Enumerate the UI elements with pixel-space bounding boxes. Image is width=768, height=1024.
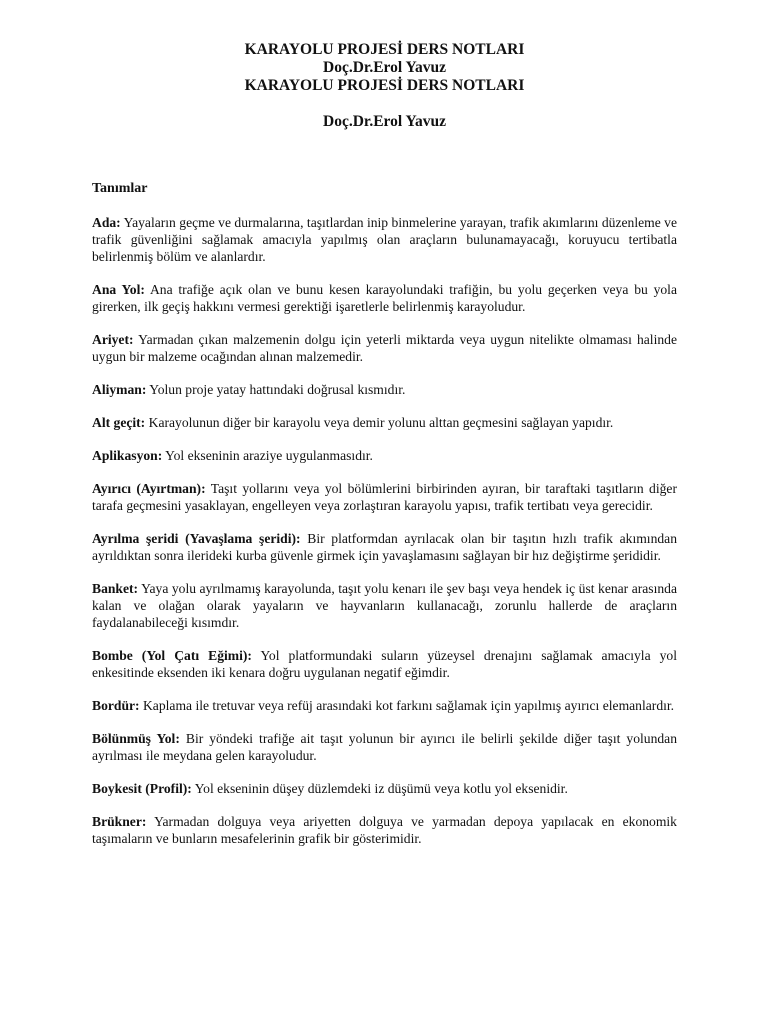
definition-text: Yarmadan dolguya veya ariyetten dolguya ve yarmadan depoya yapılacak en ekonomik taşımaların ve bunların mesafelerinin grafik bir gösterimidir. [92,814,677,846]
definition-entry [92,447,677,464]
definition-entry [92,780,677,797]
definition-term: Boykesit (Profil): [92,781,192,796]
definition-term: Ariyet: [92,332,134,347]
document-author-repeat: Doç.Dr.Erol Yavuz [323,113,446,130]
definition-text: Yaya yolu ayrılmamış karayolunda, taşıt yolu kenarı ile şev başı veya hendek iç üst kenar arasında kalan ve olağan olarak yayaların ve hayvanların kullanacağı, zorunlu hallerde de araçların faydalanabileceği kısımdır. [92,581,677,630]
definition-text: Yol ekseninin araziye uygulanmasıdır. [165,448,373,463]
definition-term: Alt geçit: [92,415,146,430]
definition-text: Yolun proje yatay hattındaki doğrusal kısmıdır. [149,382,406,397]
header-spacer [92,95,677,113]
definition-list [92,214,677,847]
definition-entry [92,331,677,365]
definition-entry [92,647,677,681]
definition-entry [92,214,677,265]
definition-term: Banket: [92,581,139,596]
definition-term: Ayrılma şeridi (Yavaşlama şeridi): [92,531,301,546]
definition-term: Brükner: [92,814,147,829]
definition-term: Ana Yol: [92,282,145,297]
definition-entry [92,381,677,398]
definition-text: Kaplama ile tretuvar veya refüj arasındaki kot farkını sağlamak için yapılmış ayırıcı elemanlardır. [142,698,675,713]
definition-entry [92,580,677,631]
definition-entry [92,414,677,431]
definition-term: Bordür: [92,698,140,713]
definition-text: Ana trafiğe açık olan ve bunu kesen karayolundaki trafiğin, bu yolu geçerken veya bu yola girerken, ilk geçiş hakkını vermesi gerektiği işaretlerle belirlenmiş karayoludur. [92,282,677,314]
definition-term: Bombe (Yol Çatı Eğimi): [92,648,252,663]
definition-entry [92,730,677,764]
definition-entry [92,813,677,847]
definition-text: Yayaların geçme ve durmalarına, taşıtlardan inip binmelerine yarayan, trafik akımlarını düzenleme ve trafik güvenliğini sağlamak amacıyla yapılmış olan araçların bulunamayacağı, koruyucu tertibatla belirlenmiş bölüm ve alanlardır. [92,215,677,264]
definition-entry [92,480,677,514]
document-title-repeat: KARAYOLU PROJESİ DERS NOTLARI [244,77,525,94]
definition-text: Karayolunun diğer bir karayolu veya demir yolunu alttan geçmesini sağlayan yapıdır. [148,415,614,430]
document-title: KARAYOLU PROJESİ DERS NOTLARI [244,41,525,58]
definition-term: Aplikasyon: [92,448,163,463]
definition-text: Taşıt yollarını veya yol bölümlerini birbirinden ayıran, bir taraftaki taşıtların diğer tarafa geçmesini yasaklayan, engelleyen veya zorlaştıran karayolu yapısı, trafik tertibatı veya gerecidir. [92,481,677,513]
definition-entry [92,281,677,315]
section-title: Tanımlar [92,181,148,196]
definition-text: Yarmadan çıkan malzemenin dolgu için yeterli miktarda veya uygun nitelikte olmaması halinde uygun bir malzeme ocağından alınan malzemedir. [92,332,677,364]
definition-term: Aliyman: [92,382,147,397]
definition-text: Bir platformdan ayrılacak olan bir taşıtın hızlı trafik akımından ayrıldıktan sonra ilerideki kurba güvenle girmek için yavaşlamasını sağlayan bir hız değiştirme şerididir. [92,531,678,563]
definition-text: Yol platformundaki suların yüzeysel drenajını sağlamak amacıyla yol enkesitinde eksenden iki kenara doğru uygulanan negatif eğimdir. [92,648,677,680]
definition-term: Ayırıcı (Ayırtman): [92,481,206,496]
definition-term: Bölünmüş Yol: [92,731,180,746]
definition-term: Ada: [92,215,121,230]
definition-text: Yol ekseninin düşey düzlemdeki iz düşümü veya kotlu yol eksenidir. [194,781,568,796]
definition-text: Bir yöndeki trafiğe ait taşıt yolunun bir ayırıcı ile belirli şekilde diğer taşıt yolundan ayrılması ile meydana gelen karayoludur. [92,731,677,763]
definition-entry [92,530,677,564]
document-page [92,41,677,863]
definition-entry [92,697,677,714]
document-author: Doç.Dr.Erol Yavuz [323,59,446,76]
